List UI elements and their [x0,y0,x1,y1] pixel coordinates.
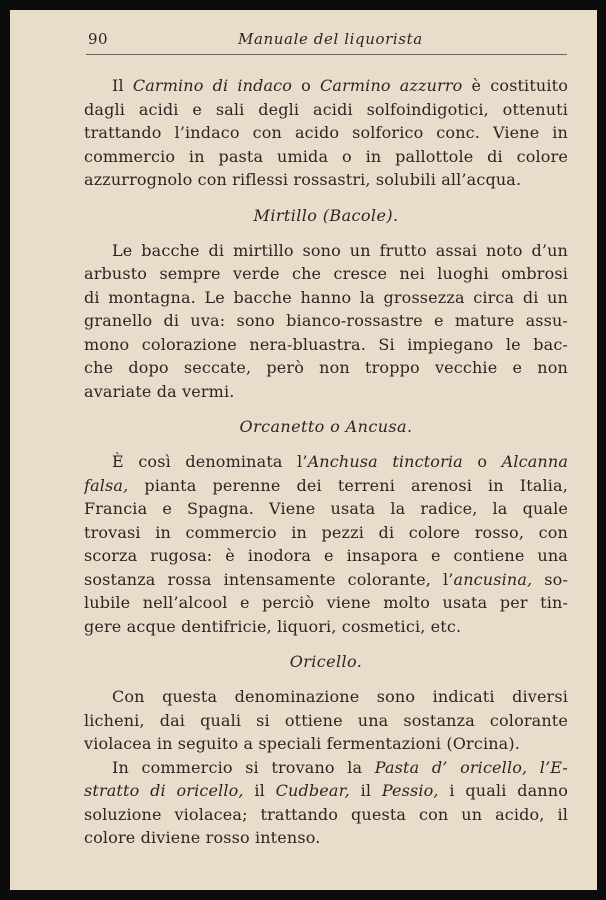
section-heading-orcanetto: Orcanetto o Ancusa. [239,417,413,436]
text-line: In commercio si trovano la Pasta d’ oricello, l’E- [112,757,568,777]
text-line: granello di uva: sono bianco-rossastre e mature assu- [84,311,568,330]
text-line: Le bacche di mirtillo sono un frutto assai noto d’un [112,240,568,260]
text-line: avariate da vermi. [84,381,235,401]
page-body [84,74,568,850]
text-line: scorza rugosa: è inodora e insapora e contiene una [84,546,568,565]
text-line: di montagna. Le bacche hanno la grossezza circa di un [84,287,568,307]
text-line: che dopo seccate, però non troppo vecchie e non [84,358,568,377]
text-line: trovasi in commercio in pezzi di colore rosso, con [84,522,568,542]
text-line: lubile nell’alcool e perciò viene molto usata per tin- [84,593,568,612]
text-line: trattando l’indaco con acido solforico conc. Viene in [84,123,568,142]
page-header [86,20,567,55]
text-line: sostanza rossa intensamente colorante, l’ancusina, so- [84,569,568,589]
text-line: azzurrognolo con riflessi rossastri, solubili all’acqua. [84,170,522,189]
text-line: Con questa denominazione sono indicati diversi [112,687,568,706]
running-head: Manuale del liquorista [238,30,423,48]
text-line: gere acque dentifricie, liquori, cosmetici, etc. [84,616,462,636]
section-heading-oricello: Oricello. [289,652,363,671]
text-line: dagli acidi e sali degli acidi solfoindigotici, ottenuti [84,99,568,119]
page-number: 90 [88,30,109,48]
text-line: colore diviene rosso intenso. [84,828,321,847]
paragraph-oricello [84,685,568,850]
paragraph-orcanetto [84,450,568,638]
section-heading-mirtillo: Mirtillo (Bacole). [253,205,399,225]
paragraph-mirtillo [84,239,568,404]
book-page [10,10,597,890]
text-line: commercio in pasta umida o in pallottole di colore [84,146,568,166]
text-line: soluzione violacea; trattando questa con un acido, il [84,804,568,824]
text-line: mono colorazione nera-bluastra. Si impiegano le bac- [84,334,568,354]
text-line: Il Carmino di indaco o Carmino azzurro è costituito [112,76,568,95]
text-line: violacea in seguito a speciali fermentazioni (Orcina). [84,734,520,753]
paragraph-carmino [84,74,568,192]
text-line: stratto di oricello, il Cudbear, il Pessio, i quali danno [84,781,568,800]
text-line: arbusto sempre verde che cresce nei luoghi ombrosi [84,264,568,283]
text-line: falsa, pianta perenne dei terreni arenosi in Italia, [84,475,568,495]
text-line: Francia e Spagna. Viene usata la radice, la quale [84,499,568,518]
text-line: È così denominata l’Anchusa tinctoria o Alcanna [112,452,568,471]
text-line: licheni, dai quali si ottiene una sostanza colorante [84,710,568,730]
